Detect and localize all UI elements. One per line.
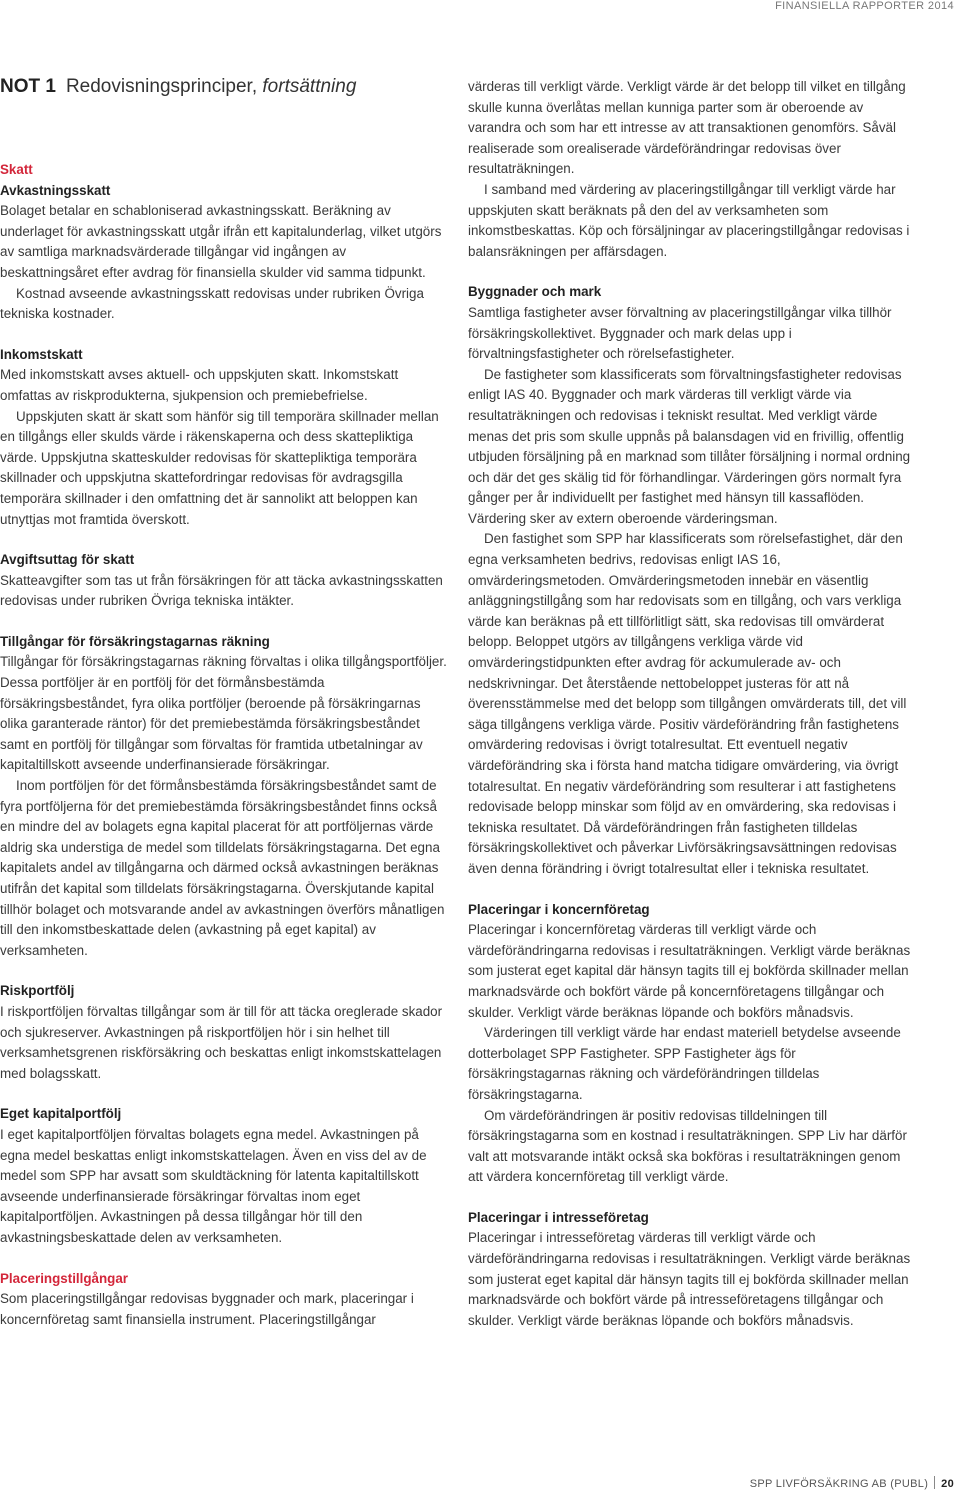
note-title-text: Redovisningsprinciper, (65, 76, 258, 97)
paragraph: Som placeringstillgångar redovisas byggnader och mark, placeringar i koncernföretag samt finansiella instrument. Placeringstillgångar (0, 1291, 414, 1327)
left-column (0, 160, 448, 1330)
paragraph: I eget kapitalportföljen förvaltas bolagets egna medel. Avkastningen på egna medel beskattas enligt inkomstskattelagen. Även en viss del av de medel som SPP har avsatt som skuldtäckning för latenta kapitaltillskott avseende underfinansierade försäkringar förvaltas inom eget kapitalportföljen. Avkastningen på dessa tillgångar hör till den avkastningsbeskattade delen av verksamheten. (0, 1126, 427, 1245)
paragraph: Den fastighet som SPP har klassificerats som rörelsefastighet, där den egna verksamheten bedrivs, redovisas enligt IAS 16, omvärderingsmetoden. Omvärderingsmetoden innebär en väsentlig anläggningstillgång som har redovisats som en tillgång, och vars verkliga värde kan beräknas på ett tillförlitligt sätt, ska redovisas till omvärderat belopp. Beloppet utgörs av tillgångens verkliga värde vid omvärderingstidpunkten efter avdrag för ackumulerade av- och nedskrivningar. Det återstående nettobeloppet justeras för att nå överensstämmelse med det belopp som tillgången omvärderats till, det vill säga tillgångens verkliga värde. Positiv värdeförändring från fastighetens omvärdering redovisas i övrigt totalresultat. Ett eventuell negativ värdeförändring ska i första hand matcha tidigare omvärdering, via övrigt totalresultat. En negativ värdeförändring som resulterar i att fastighetens redovisade belopp minskar som följd av en omvärdering, ska redovisas i tekniska resultatet. Då värdeförändringen från fastigheten tilldelas försäkringskollektivet och påverkar Livförsäkringsavsättningen redovisas även denna förändring i övrigt totalresultat eller i tekniska resultatet. (468, 531, 907, 876)
subheading-riskportfolj: Riskportfölj (0, 983, 75, 999)
report-header: FINANSIELLA RAPPORTER 2014 (775, 0, 954, 12)
note-title-continuation: fortsättning (262, 76, 357, 97)
paragraph: Tillgångar för försäkringstagarnas räkning förvaltas i olika tillgångsportföljer. Dessa portföljer är en portfölj för det förmånsbestämda försäkringsbeståndet, fyra olika portföljer (beroende på försäkringarnas olika garanterade räntor) för det premiebestämda försäkringsbeståndet samt en portfölj för tillgångar som förvaltas för framtida utbetalningar av kapitaltillskott avseende underfinansierade försäkringar. (0, 654, 447, 773)
page-number: 20 (941, 1478, 954, 1490)
subheading-tillgangar: Tillgångar för försäkringstagarnas räkning (0, 633, 270, 649)
paragraph: Placeringar i intresseföretag värderas till verkligt värde och värdeförändringarna redovisas i resultaträkningen. Verkligt värde beräknas som justerat eget kapital där hänsyn tagits till ej bokförda skillnader mellan marknadsvärde och bokfört värde på intresseföretagens tillgångar och skulder. Verkligt värde beräknas löpande och bokförs månadsvis. (468, 1230, 911, 1328)
subheading-byggnader-och-mark: Byggnader och mark (468, 284, 602, 300)
paragraph: Skatteavgifter som tas ut från försäkringen för att täcka avkastningsskatten redovisas under rubriken Övriga tekniska intäkter. (0, 572, 443, 609)
paragraph: Kostnad avseende avkastningsskatt redovisas under rubriken Övriga tekniska kostnader. (0, 285, 424, 322)
note-number: NOT 1 (0, 76, 56, 97)
subheading-avgiftsuttag: Avgiftsuttag för skatt (0, 552, 135, 568)
paragraph: värderas till verkligt värde. Verkligt värde är det belopp till vilket en tillgång skulle kunna överlåtas mellan kunniga parter som är oberoende av varandra och som har ett intresse av att transaktionen genomförs. Såväl realiserade som orealiserade värdeförändringar redovisas över resultaträkningen. (468, 79, 906, 177)
footer-divider (934, 1476, 935, 1489)
note-title (0, 76, 356, 98)
paragraph: Om värdeförändringen är positiv redovisas tilldelningen till försäkringstagarna som en kostnad i resultaträkningen. SPP Liv har därför valt att motsvarande intäkt också ska bokföras i resultaträkningen genom att värdera koncernföretag till verkligt värde. (468, 1107, 907, 1185)
section-heading-skatt: Skatt (0, 162, 33, 177)
paragraph: Bolaget betalar en schabloniserad avkastningsskatt. Beräkning av underlaget för avkastningsskatt utgår ifrån ett kapitalunderlag, vilket utgörs av samtliga marknadsvärderade tillgångar vid ingången av beskattningsåret efter avdrag för finansiella skulder vid samma tidpunkt. (0, 203, 442, 280)
paragraph: Värderingen till verkligt värde har endast materiell betydelse avseende dotterbolaget SPP Fastigheter. SPP Fastigheter ägs för försäkringstagarnas räkning och värdeförändringen tilldelas försäkringstagarna. (468, 1025, 901, 1102)
footer-company: SPP LIVFÖRSÄKRING AB (PUBL) (749, 1478, 929, 1490)
subheading-eget-kapitalportfolj: Eget kapitalportfölj (0, 1106, 122, 1122)
subheading-placeringar-intresseforetag: Placeringar i intresseföretag (468, 1209, 649, 1225)
page-footer (700, 1476, 954, 1490)
section-heading-placeringstillgangar: Placeringstillgångar (0, 1270, 128, 1286)
subheading-inkomstskatt: Inkomstskatt (0, 346, 83, 362)
right-column (468, 77, 913, 1331)
paragraph: Samtliga fastigheter avser förvaltning av placeringstillgångar vilka tillhör försäkringskollektivet. Byggnader och mark delas upp i förvaltningsfastigheter och rörelsefastigheter. (468, 304, 892, 362)
paragraph: Placeringar i koncernföretag värderas till verkligt värde och värdeförändringarna redovisas i resultaträkningen. Verkligt värde beräknas som justerat eget kapital där hänsyn tagits till ej bokförda skillnader mellan marknadsvärde och bokfört värde på koncernföretagens tillgångar och skulder. Verkligt värde beräknas löpande och bokförs månadsvis. (468, 922, 911, 1020)
paragraph: Inom portföljen för det förmånsbestämda försäkringsbeståndet samt de fyra portföljerna för det premiebestämda försäkringsbeståndet finns också en mindre del av bolagets egna kapital placerat för att portföljernas värde aldrig ska understiga de medel som tilldelats försäkringstagarna. Det egna kapitalets andel av tillgångarna och därmed också avkastningen beräknas utifrån det kapital som tilldelats försäkringstagarna. Överskjutande kapital tillhör bolaget och motsvarande andel av avkastningen överförs månatligen till den inkomstbeskattade delen (avkastning på eget kapital) av verksamheten. (0, 778, 445, 958)
paragraph: Med inkomstskatt avses aktuell- och uppskjuten skatt. Inkomstskatt omfattas av riskprodukterna, sjukpension och premiebefrielse. (0, 367, 399, 403)
paragraph: Uppskjuten skatt är skatt som hänför sig till temporära skillnader mellan en tillgångs eller skulds värde i räkenskaperna och dess skattepliktiga värde. Uppskjutna skatteskulder redovisas för skattepliktiga temporära skillnader och uppskjutna skattefordringar redovisas för avdragsgilla temporära skillnader i den omfattning det är sannolikt att beloppen kan utnyttjas mot framtida överskott. (0, 408, 439, 527)
subheading-avkastningsskatt: Avkastningsskatt (0, 182, 111, 198)
paragraph: I samband med värdering av placeringstillgångar till verkligt värde har uppskjuten skatt beräknats på den del av verksamheten som inkomstbeskattas. Köp och försäljningar av placeringstillgångar redovisas i balansräkningen per affärsdagen. (468, 181, 910, 259)
paragraph: De fastigheter som klassificerats som förvaltningsfastigheter redovisas enligt IAS 40. Byggnader och mark värderas till verkligt värde via resultaträkningen och redovisas i tekniskt resultat. Med verkligt värde menas det pris som skulle uppnås på balansdagen vid en frivillig, offentlig utbjuden försäljning på en marknad som tillåter försäljning i normal ordning och där det ges skälig tid för förhandlingar. Värderingen görs normalt fyra gånger per år individuellt per fastighet med hänsyn till kassaflöden. Värdering sker av extern oberoende värderingsman. (468, 366, 911, 526)
subheading-placeringar-koncernforetag: Placeringar i koncernföretag (468, 901, 650, 917)
paragraph: I riskportföljen förvaltas tillgångar som är till för att täcka oreglerade skador och sjukreserver. Avkastningen på riskportföljen hör i sin helhet till verksamhetsgrenen riskförsäkring och beskattas enligt inkomstskattelagen med bolagsskatt. (0, 1003, 443, 1081)
